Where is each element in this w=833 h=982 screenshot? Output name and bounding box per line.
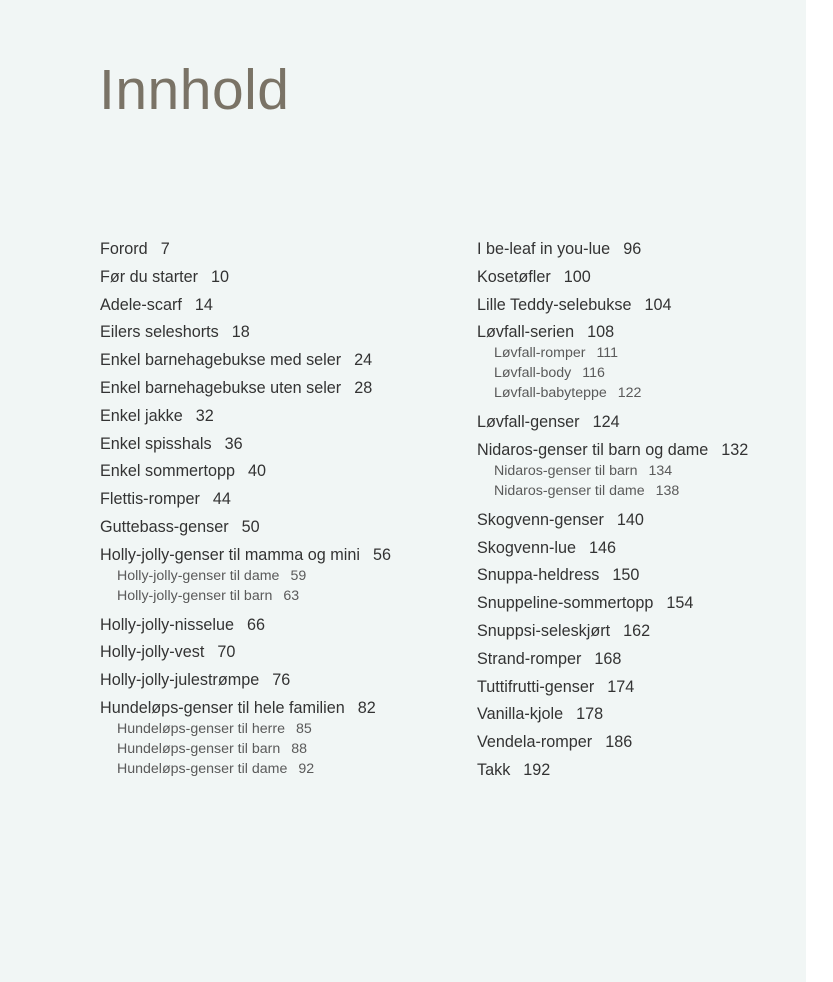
toc-sub-entry-page-number: 92 (298, 760, 315, 777)
toc-sub-entry-title: Nidaros-genser til dame (494, 482, 645, 499)
toc-entry-page-number: 40 (247, 462, 266, 481)
toc-entry-title: Holly-jolly-nisselue (100, 615, 235, 634)
toc-sub-entry-page-number: 59 (290, 567, 307, 584)
toc-entry-title: Vendela-romper (477, 733, 593, 752)
toc-sub-entry-title: Løvfall-body (494, 365, 572, 382)
toc-sub-entry (494, 363, 797, 383)
toc-sub-entry (117, 759, 460, 779)
toc-entry-line (100, 403, 460, 431)
toc-entry (100, 431, 460, 459)
toc-entry-line (100, 264, 460, 292)
toc-entry-title: Adele-scarf (100, 295, 182, 314)
toc-entry-title: Strand-romper (477, 649, 582, 668)
toc-sub-entry-title: Hundeløps-genser til dame (117, 760, 288, 777)
toc-entry-line (477, 701, 797, 729)
toc-entry-title: Lille Teddy-selebukse (477, 295, 632, 314)
toc-entry-title: Løvfall-genser (477, 413, 580, 432)
toc-entry (100, 458, 460, 486)
toc-entry-line (100, 458, 460, 486)
toc-entry (477, 590, 797, 618)
toc-entry (477, 562, 797, 590)
toc-entry-line (477, 264, 797, 292)
page-title: Innhold (99, 58, 290, 122)
toc-sub-entry (117, 566, 460, 586)
toc-entry-title: Guttebass-genser (100, 517, 229, 536)
toc-sub-entry (117, 739, 460, 759)
toc-entry-page-number: 132 (721, 440, 749, 459)
toc-sub-entries (477, 343, 797, 409)
toc-entry-title: Nidaros-genser til barn og dame (477, 440, 709, 459)
toc-sub-entry-page-number: 134 (648, 462, 673, 479)
toc-entry (477, 236, 797, 264)
toc-entry-page-number: 44 (212, 490, 231, 509)
toc-sub-entry-page-number: 138 (655, 482, 680, 499)
toc-sub-entries (477, 461, 797, 507)
toc-entry-title: Vanilla-kjole (477, 705, 564, 724)
toc-sub-entry-page-number: 116 (582, 365, 605, 382)
toc-entry-title: Snuppsi-seleskjørt (477, 621, 611, 640)
toc-entry (100, 667, 460, 695)
toc-sub-entry-page-number: 85 (295, 720, 312, 737)
toc-sub-entry (494, 343, 797, 363)
toc-entry (100, 375, 460, 403)
toc-sub-entry-page-number: 88 (291, 740, 308, 757)
toc-entry-line (100, 347, 460, 375)
toc-entry-line (100, 292, 460, 320)
toc-entry-line (477, 292, 797, 320)
toc-entry (477, 757, 797, 785)
toc-entry-page-number: 162 (623, 621, 651, 640)
toc-entry (477, 437, 797, 507)
toc-entry-page-number: 70 (217, 643, 236, 662)
toc-entry-page-number: 154 (666, 594, 694, 613)
toc-entry-page-number: 108 (587, 323, 615, 342)
toc-entry-page-number: 7 (160, 240, 170, 258)
toc-entry-line (477, 409, 797, 437)
toc-entry-line (477, 562, 797, 590)
toc-entry-page-number: 66 (247, 615, 266, 634)
toc-entry-title: Skogvenn-lue (477, 538, 576, 557)
toc-entry-line (477, 729, 797, 757)
toc-entry-line (100, 236, 460, 264)
toc-sub-entry (494, 383, 797, 403)
toc-entry-line (477, 646, 797, 674)
toc-entry (477, 729, 797, 757)
toc-entry-page-number: 168 (594, 649, 622, 668)
toc-entry-title: Enkel barnehagebukse uten seler (100, 378, 342, 397)
toc-sub-entry-page-number: 111 (596, 345, 619, 362)
toc-entry (477, 319, 797, 409)
toc-entry-line (477, 618, 797, 646)
toc-sub-entry-page-number: 63 (283, 587, 300, 604)
toc-entry (477, 264, 797, 292)
toc-entry-page-number: 178 (576, 705, 604, 724)
toc-sub-entries (100, 719, 460, 785)
toc-entry-line (477, 507, 797, 535)
toc-entry-page-number: 82 (357, 698, 376, 717)
toc-sub-entries (100, 566, 460, 612)
toc-entry (100, 319, 460, 347)
toc-entry-title: Løvfall-serien (477, 323, 575, 342)
toc-entry-title: Enkel jakke (100, 406, 183, 425)
toc-entry (100, 403, 460, 431)
toc-entry-page-number: 28 (354, 378, 373, 397)
toc-entry (477, 535, 797, 563)
toc-entry-page-number: 192 (523, 760, 551, 779)
toc-entry-title: Holly-jolly-julestrømpe (100, 671, 260, 690)
toc-entry-page-number: 56 (372, 545, 391, 564)
toc-entry (477, 618, 797, 646)
toc-entry-title: Skogvenn-genser (477, 510, 604, 529)
toc-entry-page-number: 104 (644, 295, 672, 314)
toc-sub-entry-title: Hundeløps-genser til herre (117, 720, 285, 737)
toc-entry (100, 486, 460, 514)
toc-entry (477, 674, 797, 702)
toc-entry-page-number: 14 (194, 295, 213, 314)
toc-right-column (477, 236, 797, 785)
toc-entry-page-number: 174 (607, 677, 635, 696)
toc-entry-line (100, 375, 460, 403)
toc-entry-page-number: 50 (241, 517, 260, 536)
toc-entry-page-number: 124 (592, 413, 620, 432)
toc-sub-entry (117, 719, 460, 739)
toc-entry-line (477, 757, 797, 785)
toc-entry-page-number: 36 (224, 434, 243, 453)
toc-sub-entry (494, 461, 797, 481)
toc-entry (100, 639, 460, 667)
toc-entry-line (100, 486, 460, 514)
toc-entry-page-number: 186 (605, 733, 633, 752)
toc-entry-page-number: 18 (231, 323, 250, 342)
toc-entry-title: Flettis-romper (100, 490, 200, 509)
toc-entry-page-number: 24 (354, 351, 373, 370)
toc-entry-title: Enkel spisshals (100, 434, 212, 453)
toc-entry-title: Holly-jolly-vest (100, 643, 205, 662)
toc-entry-page-number: 76 (272, 671, 291, 690)
toc-entry (477, 507, 797, 535)
toc-entry (100, 612, 460, 640)
toc-entry (477, 701, 797, 729)
toc-entry-page-number: 32 (195, 406, 214, 425)
toc-entry (477, 646, 797, 674)
toc-entry-title: Før du starter (100, 267, 199, 286)
toc-entry-title: Snuppa-heldress (477, 566, 600, 585)
toc-entry-title: Kosetøfler (477, 267, 551, 286)
toc-entry-page-number: 140 (616, 510, 644, 529)
toc-entry-page-number: 150 (612, 566, 640, 585)
toc-entry-line (100, 612, 460, 640)
toc-entry (477, 409, 797, 437)
toc-entry-title: Hundeløps-genser til hele familien (100, 698, 345, 717)
toc-entry-title: Takk (477, 760, 511, 779)
toc-entry-line (477, 535, 797, 563)
toc-entry (100, 264, 460, 292)
toc-entry-title: Snuppeline-sommertopp (477, 594, 654, 613)
toc-entry-line (100, 639, 460, 667)
toc-entry (100, 292, 460, 320)
toc-entry-line (477, 236, 797, 264)
toc-entry-title: Enkel barnehagebukse med seler (100, 351, 342, 370)
toc-entry-line (100, 514, 460, 542)
toc-entry (477, 292, 797, 320)
toc-entry-page-number: 10 (211, 267, 230, 286)
toc-entry-page-number: 146 (589, 538, 617, 557)
toc-entry-line (100, 319, 460, 347)
toc-sub-entry (117, 586, 460, 606)
toc-entry-page-number: 96 (623, 240, 642, 258)
toc-sub-entry-page-number: 122 (617, 385, 642, 402)
toc-entry-title: Holly-jolly-genser til mamma og mini (100, 545, 360, 564)
toc-entry-title: Tuttifrutti-genser (477, 677, 595, 696)
toc-sub-entry-title: Holly-jolly-genser til dame (117, 567, 280, 584)
toc-sub-entry-title: Nidaros-genser til barn (494, 462, 638, 479)
toc-entry-line (477, 674, 797, 702)
toc-entry (100, 347, 460, 375)
toc-sub-entry (494, 481, 797, 501)
toc-entry (100, 236, 460, 264)
toc-entry (100, 514, 460, 542)
toc-entry-title: Forord (100, 240, 148, 258)
toc-entry-title: Enkel sommertopp (100, 462, 235, 481)
toc-entry-title: Eilers seleshorts (100, 323, 219, 342)
toc-entry-line (100, 431, 460, 459)
toc-entry-title: I be-leaf in you-lue (477, 240, 611, 258)
toc-sub-entry-title: Holly-jolly-genser til barn (117, 587, 273, 604)
toc-sub-entry-title: Hundeløps-genser til barn (117, 740, 281, 757)
toc-entry-page-number: 100 (563, 267, 591, 286)
toc-entry (100, 542, 460, 612)
toc-left-column (100, 236, 460, 785)
toc-sub-entry-title: Løvfall-babyteppe (494, 385, 607, 402)
toc-entry-line (100, 667, 460, 695)
toc-sub-entry-title: Løvfall-romper (494, 345, 586, 362)
toc-entry (100, 695, 460, 785)
toc-entry-line (477, 590, 797, 618)
